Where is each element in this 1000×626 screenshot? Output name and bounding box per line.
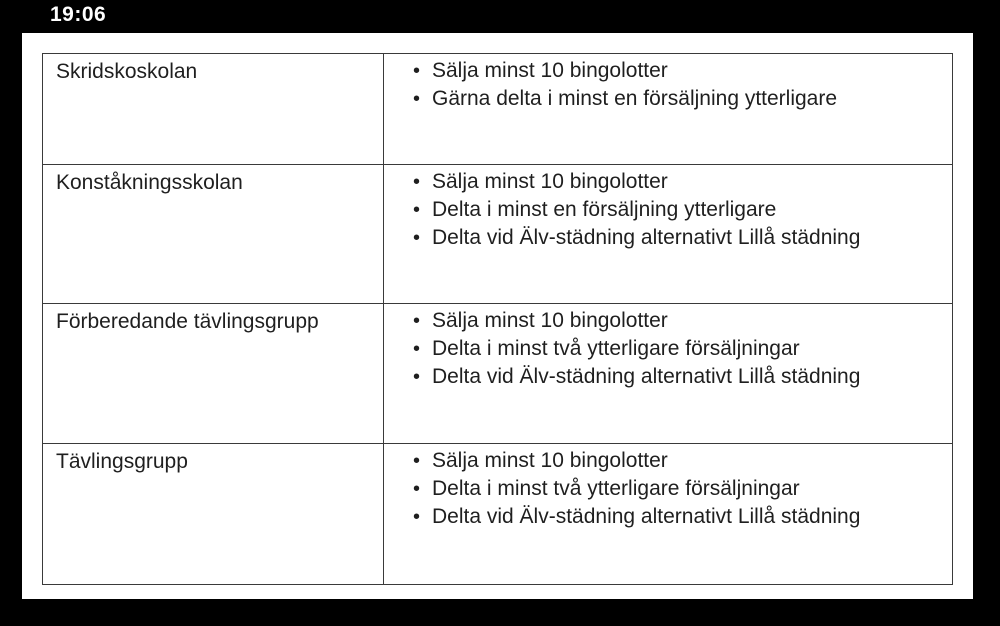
bullet-icon: •: [413, 60, 421, 82]
requirement-text: Delta i minst en försäljning ytterligare: [432, 198, 777, 221]
list-item: [384, 363, 952, 391]
group-name-cell: Konståkningsskolan: [43, 165, 384, 304]
bullet-icon: •: [413, 310, 421, 332]
requirement-text: Sälja minst 10 bingolotter: [432, 59, 668, 82]
table-row: [43, 304, 953, 444]
table-row: [43, 54, 953, 165]
list-item: [384, 57, 952, 85]
bullet-icon: •: [413, 450, 421, 472]
list-item: [384, 335, 952, 363]
table-row: [43, 165, 953, 304]
group-name-cell: Tävlingsgrupp: [43, 444, 384, 585]
list-item: [384, 503, 952, 531]
bullet-icon: •: [413, 478, 421, 500]
requirements-list: [384, 447, 952, 531]
requirements-cell: [384, 444, 953, 585]
requirements-cell: [384, 54, 953, 165]
requirement-text: Sälja minst 10 bingolotter: [432, 449, 668, 472]
list-item: [384, 196, 952, 224]
group-name-cell: Förberedande tävlingsgrupp: [43, 304, 384, 444]
requirement-text: Delta vid Älv-städning alternativt Lillå städning: [432, 226, 861, 249]
list-item: [384, 475, 952, 503]
group-name-cell: Skridskoskolan: [43, 54, 384, 165]
list-item: [384, 447, 952, 475]
requirements-list: [384, 307, 952, 391]
bullet-icon: •: [413, 171, 421, 193]
bullet-icon: •: [413, 199, 421, 221]
bullet-icon: •: [413, 338, 421, 360]
list-item: [384, 168, 952, 196]
status-time: 19:06: [50, 3, 107, 26]
requirement-text: Sälja minst 10 bingolotter: [432, 309, 668, 332]
list-item: [384, 307, 952, 335]
bullet-icon: •: [413, 366, 421, 388]
requirements-cell: [384, 165, 953, 304]
requirement-text: Delta i minst två ytterligare försäljningar: [432, 337, 800, 360]
list-item: [384, 85, 952, 113]
requirements-list: [384, 57, 952, 113]
requirements-cell: [384, 304, 953, 444]
document-page: [22, 33, 973, 599]
requirement-text: Delta i minst två ytterligare försäljningar: [432, 477, 800, 500]
requirement-text: Delta vid Älv-städning alternativt Lillå städning: [432, 505, 861, 528]
status-bar: [0, 0, 1000, 32]
requirement-text: Gärna delta i minst en försäljning ytterligare: [432, 87, 838, 110]
requirement-text: Delta vid Älv-städning alternativt Lillå städning: [432, 365, 861, 388]
bullet-icon: •: [413, 506, 421, 528]
bullet-icon: •: [413, 88, 421, 110]
requirements-list: [384, 168, 952, 252]
bullet-icon: •: [413, 227, 421, 249]
list-item: [384, 224, 952, 252]
table-row: [43, 444, 953, 585]
requirements-table: [42, 53, 953, 585]
requirement-text: Sälja minst 10 bingolotter: [432, 170, 668, 193]
